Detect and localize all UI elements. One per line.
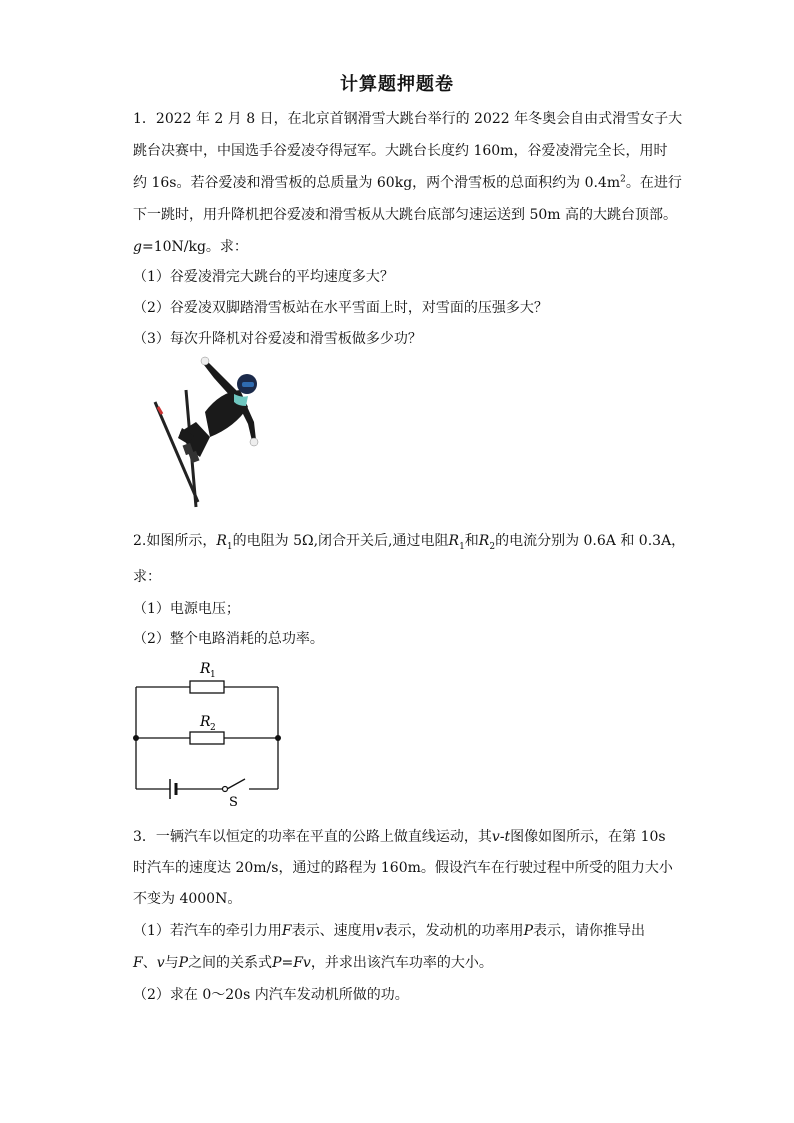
junction-right: [275, 735, 281, 741]
q1-sub-2: （2）谷爱凌双脚踏滑雪板站在水平雪面上时，对雪面的压强多大？: [133, 300, 548, 316]
q2-r1-sub-2: 1: [459, 541, 465, 552]
circuit-diagram: [125, 655, 295, 810]
q3-sub-1-cont-a: 、: [142, 955, 157, 971]
q1-unit-superscript: 2: [620, 174, 626, 185]
q3-sub-1-b: 表示、速度用: [291, 923, 376, 939]
q2-r1-sub: 1: [226, 541, 233, 552]
q3-var-v-2: v: [156, 955, 165, 971]
q1-line-3: [133, 172, 682, 192]
circuit-r1-sub: 1: [210, 670, 216, 680]
q2-r1-symbol: R: [216, 533, 227, 549]
junction-left: [133, 735, 139, 741]
page-title: 计算题押题卷: [340, 74, 454, 95]
q1-line-2: 跳台决赛中，中国选手谷爱凌夺得冠军。大跳台长度约 160m，谷爱凌滑完全长，用时: [133, 143, 668, 159]
q2-sub-1: （1）电源电压；: [133, 601, 240, 617]
q1-line-1: 1．2022 年 2 月 8 日，在北京首钢滑雪大跳台举行的 2022 年冬奥会自由式滑雪女子大: [133, 111, 683, 127]
q3-sub-1-d: 表示，请你推导出: [532, 923, 645, 939]
q2-line-2: 求：: [133, 569, 161, 585]
q3-sub-1-cont: [133, 952, 493, 972]
q3-sub-2: （2）求在 0～20s 内汽车发动机所做的功。: [133, 987, 409, 1003]
q3-line-3: 不变为 4000N。: [133, 891, 242, 907]
q3-var-P-2: P: [178, 955, 189, 971]
q3-var-F-2: F: [133, 955, 143, 971]
q3-var-v: v: [375, 923, 384, 939]
q2-line-1-d: 的电流分别为 0.6A 和 0.3A，: [495, 533, 686, 549]
circuit-r1-label: R: [200, 661, 211, 677]
q2-line-1-c: 和: [464, 533, 479, 549]
q3-var-F: F: [281, 923, 292, 939]
q3-sub-1-cont-d: ，并求出该汽车功率的大小。: [310, 955, 493, 971]
q1-line-3-tail: 。在进行: [625, 175, 682, 191]
q3-sub-1-cont-b: 与: [164, 955, 179, 971]
circuit-switch-label: S: [229, 795, 238, 810]
q2-line-1-b: 的电阻为 5Ω,闭合开关后,通过电阻: [232, 533, 449, 549]
q3-sub-1-cont-c: 之间的关系式: [188, 955, 273, 971]
q3-vt-var: v-t: [491, 829, 511, 845]
q2-line-1: [133, 530, 685, 552]
q1-line-4: 下一跳时，用升降机把谷爱凌和滑雪板从大跳台底部匀速运送到 50m 高的大跳台顶部。: [133, 207, 677, 223]
q3-sub-1: [133, 920, 645, 940]
q2-r1-symbol-2: R: [448, 533, 460, 549]
q3-var-P: P: [523, 923, 533, 939]
q2-r2-sub: 2: [489, 541, 496, 552]
q1-sub-3: （3）每次升降机对谷爱凌和滑雪板做多少功？: [133, 331, 422, 347]
q2-sub-2: （2）整个电路消耗的总功率。: [133, 631, 324, 647]
q3-sub-1-a: （1）若汽车的牵引力用: [133, 923, 282, 939]
q3-equation: P=Fv: [272, 955, 311, 971]
q3-line-1-a: 3．一辆汽车以恒定的功率在平直的公路上做直线运动，其: [133, 829, 492, 845]
circuit-r2-sub: 2: [210, 723, 216, 733]
q1-line-5: [133, 236, 248, 256]
circuit-r2-label: R: [200, 714, 211, 730]
q1-sub-1: （1）谷爱凌滑完大跳台的平均速度多大？: [133, 269, 394, 285]
skier-image: [150, 352, 270, 512]
q2-line-1-a: 2.如图所示，: [133, 533, 217, 549]
q1-line-5-text: =10N/kg。求：: [141, 239, 248, 255]
q1-gravity-var: g: [133, 239, 142, 255]
q3-line-2: 时汽车的速度达 20m/s，通过的路程为 160m。假设汽车在行驶过程中所受的阻力大小: [133, 860, 673, 876]
q1-line-3-text: 约 16s。若谷爱凌和滑雪板的总质量为 60kg，两个滑雪板的总面积约为 0.4m: [133, 175, 621, 191]
q3-sub-1-c: 表示，发动机的功率用: [383, 923, 524, 939]
q3-line-1-b: 图像如图所示，在第 10s: [510, 829, 666, 845]
q3-line-1: [133, 826, 666, 846]
q2-r2-symbol: R: [478, 533, 490, 549]
